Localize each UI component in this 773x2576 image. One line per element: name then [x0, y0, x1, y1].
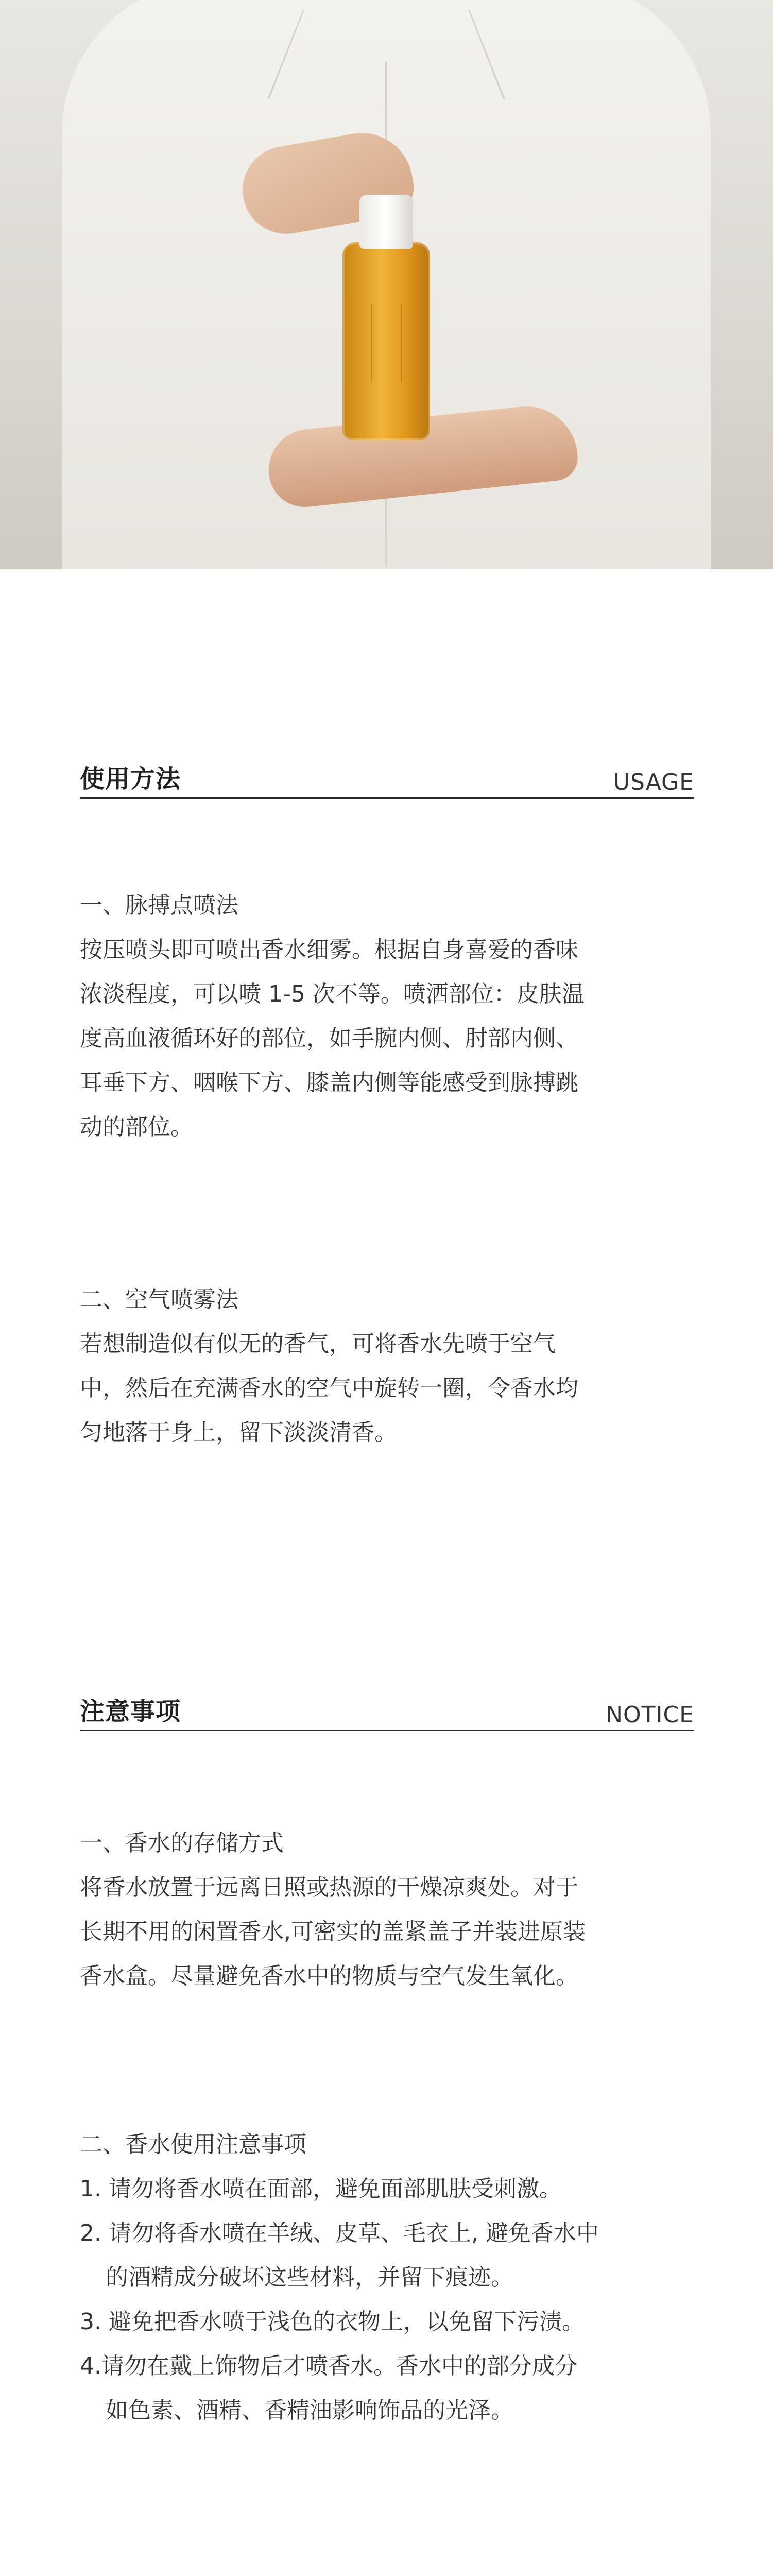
- notice-storage: [80, 1821, 694, 1998]
- usage-method-2-line: 匀地落于身上，留下淡淡清香。: [80, 1419, 397, 1446]
- notice-caution-item: 3. 避免把香水喷于浅色的衣物上，以免留下污渍。: [80, 2309, 585, 2335]
- notice-usage-cautions: [80, 2123, 694, 2433]
- notice-cautions-title: 二、香水使用注意事项: [80, 2131, 306, 2158]
- notice-storage-line: 将香水放置于远离日照或热源的干燥凉爽处。对于: [80, 1874, 578, 1901]
- usage-method-2-title: 二、空气喷雾法: [80, 1286, 238, 1313]
- notice-storage-title: 一、香水的存储方式: [80, 1830, 284, 1856]
- usage-section-header: [80, 765, 694, 799]
- notice-caution-item: 的酒精成分破坏这些材料，并留下痕迹。: [106, 2264, 513, 2291]
- notice-header-rule: [80, 1730, 694, 1731]
- usage-method-1-line: 按压喷头即可喷出香水细雾。根据自身喜爱的香味: [80, 937, 578, 963]
- notice-caution-item: 1. 请勿将香水喷在面部，避免面部肌肤受刺激。: [80, 2176, 562, 2202]
- notice-title-en: NOTICE: [606, 1702, 694, 1728]
- notice-storage-line: 长期不用的闲置香水,可密实的盖紧盖子并装进原装: [80, 1919, 586, 1945]
- usage-method-2-line: 中，然后在充满香水的空气中旋转一圈，令香水均: [80, 1375, 578, 1401]
- notice-storage-line: 香水盒。尽量避免香水中的物质与空气发生氧化。: [80, 1963, 578, 1989]
- notice-title-zh: 注意事项: [80, 1697, 181, 1726]
- usage-method-1-line: 动的部位。: [80, 1114, 193, 1140]
- usage-method-1: [80, 884, 694, 1149]
- notice-caution-item: 4.请勿在戴上饰物后才喷香水。香水中的部分成分: [80, 2353, 577, 2379]
- hero-photo: [0, 0, 773, 569]
- perfume-bottle-label: [371, 304, 402, 381]
- perfume-bottle-cap: [359, 195, 413, 249]
- usage-method-1-line: 度高血液循环好的部位，如手腕内侧、肘部内侧、: [80, 1025, 578, 1052]
- usage-method-1-line: 耳垂下方、咽喉下方、膝盖内侧等能感受到脉搏跳: [80, 1070, 578, 1096]
- usage-method-2: [80, 1278, 694, 1455]
- notice-section-header: [80, 1697, 694, 1731]
- notice-caution-item: 2. 请勿将香水喷在羊绒、皮草、毛衣上, 避免香水中: [80, 2220, 599, 2246]
- usage-method-1-line: 浓淡程度，可以喷 1-5 次不等。喷洒部位：皮肤温: [80, 981, 585, 1007]
- usage-header-rule: [80, 797, 694, 799]
- usage-method-2-line: 若想制造似有似无的香气，可将香水先喷于空气: [80, 1331, 556, 1357]
- usage-title-zh: 使用方法: [80, 765, 181, 793]
- usage-title-en: USAGE: [613, 769, 694, 795]
- usage-method-1-title: 一、脉搏点喷法: [80, 892, 238, 919]
- notice-caution-item: 如色素、酒精、香精油影响饰品的光泽。: [106, 2397, 513, 2424]
